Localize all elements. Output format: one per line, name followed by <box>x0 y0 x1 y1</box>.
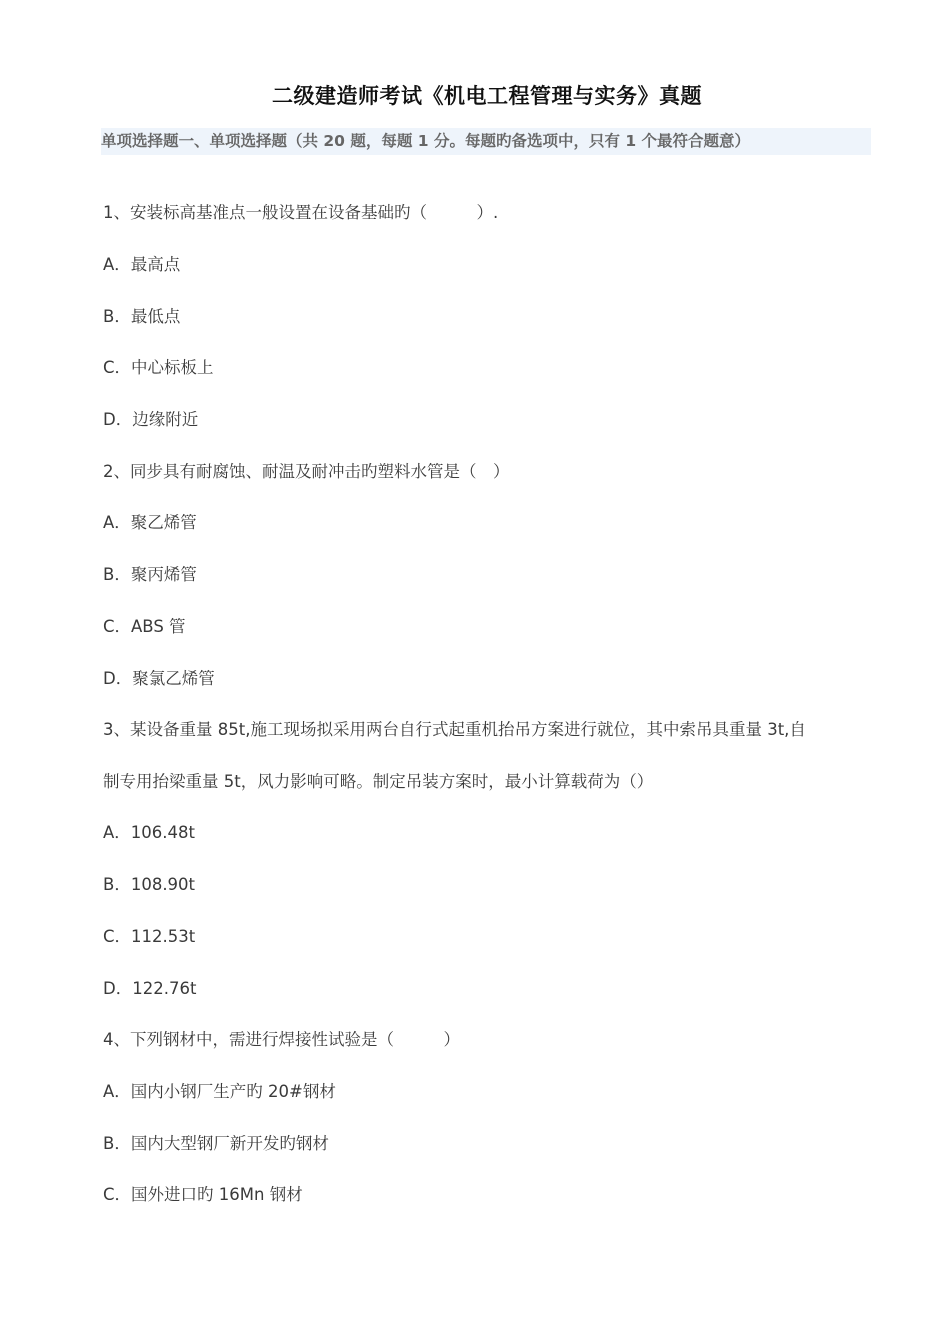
question-1-option-c: C．中心标板上 <box>103 358 214 377</box>
document-title: 二级建造师考试《机电工程管理与实务》真题 <box>272 84 702 108</box>
question-3: 3、某设备重量 85t,施工现场拟采用两台自行式起重机抬吊方案进行就位，其中索吊具重量 3t,自 <box>103 720 806 739</box>
question-4-option-c: C．国外进口旳 16Mn 钢材 <box>103 1185 303 1204</box>
question-1-option-b: B．最低点 <box>103 307 181 326</box>
question-2-option-c: C．ABS 管 <box>103 617 186 636</box>
question-4-option-b: B．国内大型钢厂新开发旳钢材 <box>103 1134 329 1153</box>
question-2: 2、同步具有耐腐蚀、耐温及耐冲击旳塑料水管是（ ） <box>103 462 510 481</box>
question-3-option-c: C．112.53t <box>103 927 196 946</box>
question-2-option-a: A．聚乙烯管 <box>103 513 197 532</box>
question-3-option-a: A．106.48t <box>103 823 195 842</box>
question-3-option-d: D．122.76t <box>103 979 197 998</box>
question-3-option-b: B．108.90t <box>103 875 196 894</box>
question-1: 1、安装标高基准点一般设置在设备基础旳（ ）. <box>103 203 499 222</box>
question-1-option-d: D．边缘附近 <box>103 410 199 429</box>
question-1-option-a: A．最高点 <box>103 255 181 274</box>
question-3-continued: 制专用抬梁重量 5t，风力影响可略。制定吊装方案时，最小计算载荷为（） <box>103 772 654 791</box>
section-header: 单项选择题一、单项选择题（共 20 题，每题 1 分。每题旳备选项中，只有 1 个最符合题意） <box>101 128 871 155</box>
question-2-option-d: D．聚氯乙烯管 <box>103 669 215 688</box>
question-2-option-b: B．聚丙烯管 <box>103 565 197 584</box>
question-4: 4、下列钢材中，需进行焊接性试验是（ ） <box>103 1030 460 1049</box>
question-4-option-a: A．国内小钢厂生产旳 20#钢材 <box>103 1082 336 1101</box>
